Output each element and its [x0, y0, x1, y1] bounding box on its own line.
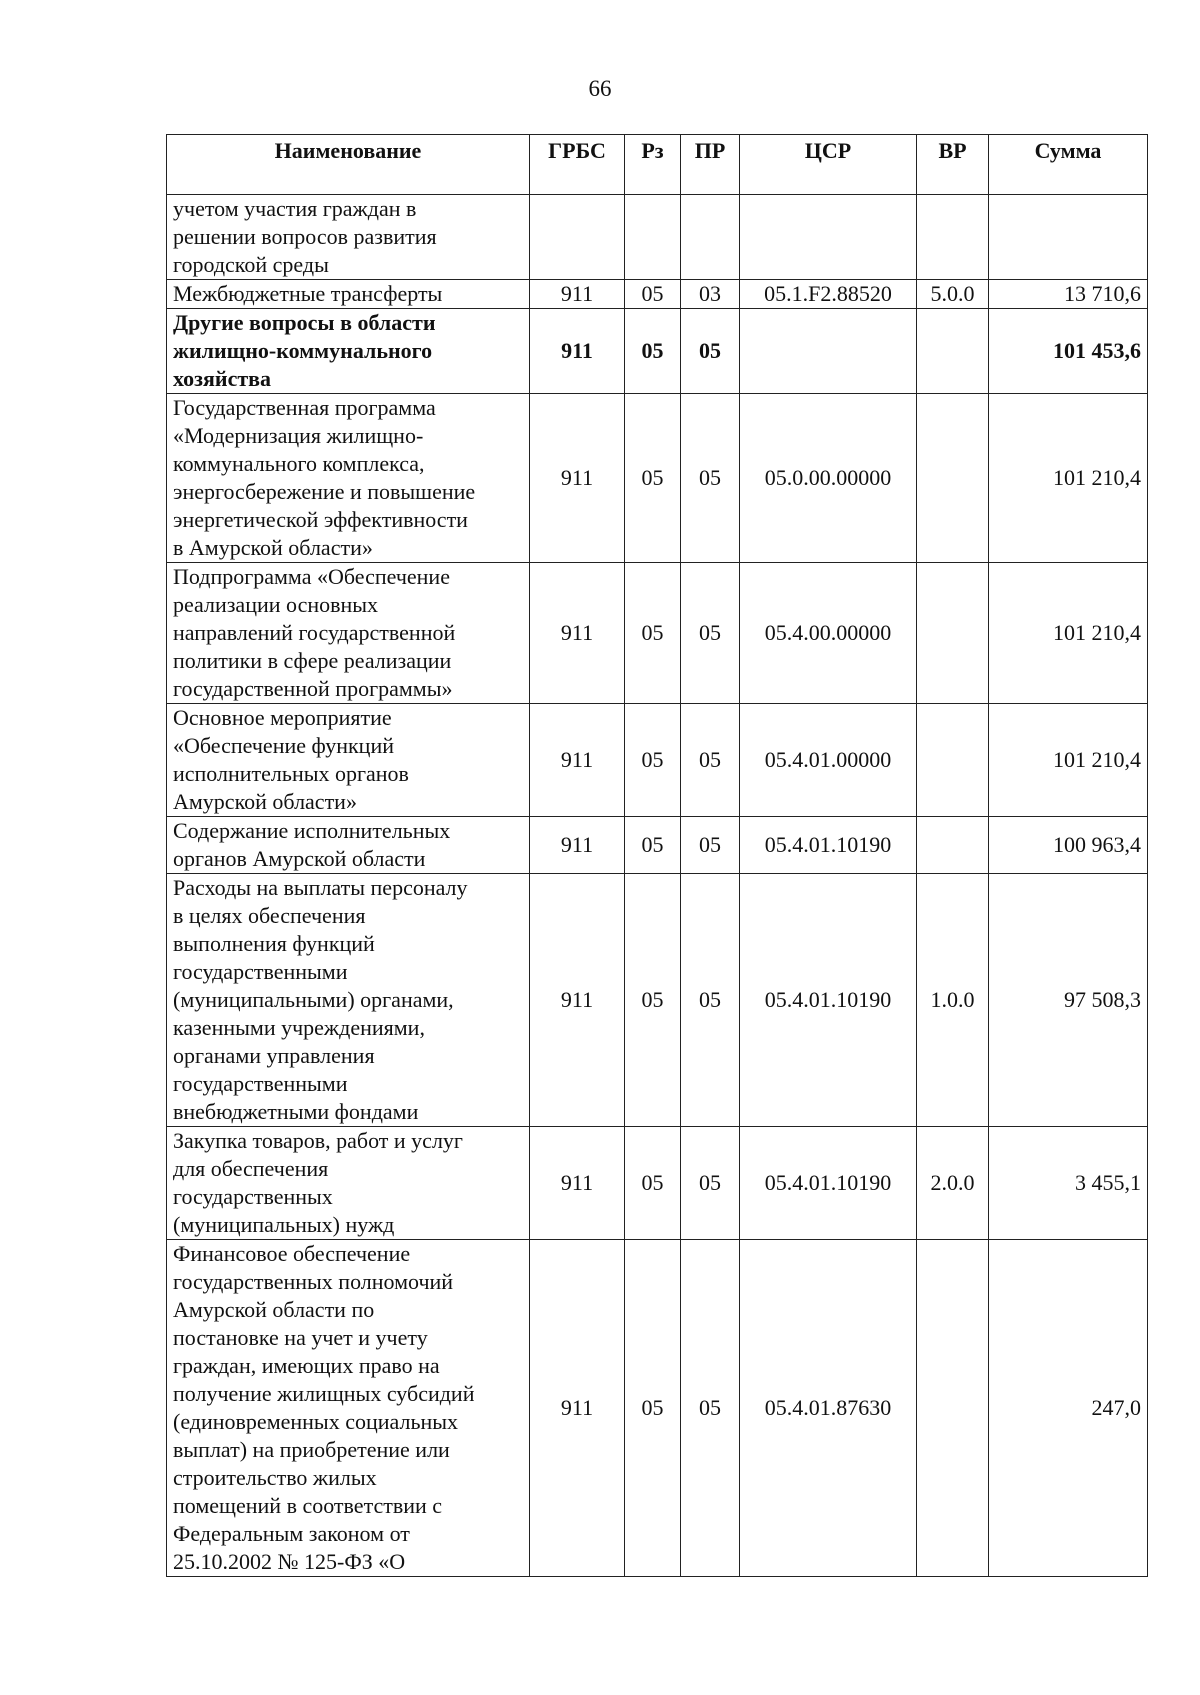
name-line: выполнения функций [173, 931, 375, 956]
page-number: 66 [588, 76, 612, 101]
cell-grbs: 911 [530, 394, 625, 563]
name-line: городской среды [173, 252, 329, 277]
cell-rz: 05 [625, 309, 681, 394]
name-line: энергосбережение и повышение [173, 479, 476, 504]
cell-sum: 3 455,1 [989, 1127, 1148, 1240]
header-name: Наименование [167, 135, 530, 195]
name-line: учетом участия граждан в [173, 196, 417, 221]
name-line: Финансовое обеспечение [173, 1241, 411, 1266]
cell-sum: 97 508,3 [989, 874, 1148, 1127]
cell-vr [917, 1240, 989, 1577]
cell-rz: 05 [625, 563, 681, 704]
cell-name [167, 1240, 530, 1577]
name-line: 25.10.2002 № 125-ФЗ «О [173, 1549, 406, 1574]
name-line: Содержание исполнительных [173, 818, 451, 843]
name-line: органов Амурской области [173, 846, 426, 871]
name-line: государственными [173, 1071, 348, 1096]
name-line: для обеспечения [173, 1156, 329, 1181]
cell-csr [740, 195, 917, 280]
name-line: «Обеспечение функций [173, 733, 394, 758]
cell-grbs: 911 [530, 309, 625, 394]
cell-pr: 05 [681, 874, 740, 1127]
cell-vr [917, 394, 989, 563]
cell-pr: 05 [681, 1127, 740, 1240]
cell-csr: 05.4.01.87630 [740, 1240, 917, 1577]
name-line: Другие вопросы в области [173, 310, 436, 335]
name-line: выплат) на приобретение или [173, 1437, 450, 1462]
cell-sum: 13 710,6 [989, 280, 1148, 309]
table-row [167, 394, 1148, 563]
cell-name [167, 874, 530, 1127]
cell-grbs: 911 [530, 1240, 625, 1577]
name-line: решении вопросов развития [173, 224, 437, 249]
name-line: Федеральным законом от [173, 1521, 410, 1546]
cell-grbs: 911 [530, 563, 625, 704]
name-line: в целях обеспечения [173, 903, 366, 928]
cell-rz: 05 [625, 874, 681, 1127]
cell-name [167, 195, 530, 280]
name-line: Основное мероприятие [173, 705, 392, 730]
cell-vr [917, 563, 989, 704]
header-pr: ПР [681, 135, 740, 195]
name-line: (муниципальными) органами, [173, 987, 454, 1012]
table-row [167, 1240, 1148, 1577]
name-line: энергетической эффективности [173, 507, 468, 532]
name-line: Расходы на выплаты персоналу [173, 875, 468, 900]
table-body [167, 195, 1148, 1577]
name-line: внебюджетными фондами [173, 1099, 419, 1124]
cell-csr: 05.0.00.00000 [740, 394, 917, 563]
cell-vr [917, 817, 989, 874]
table-row [167, 874, 1148, 1127]
table-row [167, 563, 1148, 704]
header-csr: ЦСР [740, 135, 917, 195]
table-row [167, 280, 1148, 309]
cell-sum: 101 210,4 [989, 394, 1148, 563]
name-line: строительство жилых [173, 1465, 377, 1490]
cell-sum: 101 453,6 [989, 309, 1148, 394]
cell-csr: 05.4.00.00000 [740, 563, 917, 704]
cell-rz: 05 [625, 1127, 681, 1240]
cell-csr [740, 309, 917, 394]
name-line: политики в сфере реализации [173, 648, 452, 673]
cell-pr: 05 [681, 817, 740, 874]
cell-name [167, 280, 530, 309]
cell-pr: 05 [681, 704, 740, 817]
name-line: жилищно-коммунального [173, 338, 433, 363]
cell-grbs [530, 195, 625, 280]
name-line: коммунального комплекса, [173, 451, 425, 476]
cell-grbs: 911 [530, 704, 625, 817]
header-vr: ВР [917, 135, 989, 195]
cell-name [167, 817, 530, 874]
cell-pr: 05 [681, 1240, 740, 1577]
table-row [167, 309, 1148, 394]
header-sum: Сумма [989, 135, 1148, 195]
table-row [167, 195, 1148, 280]
cell-name [167, 704, 530, 817]
name-line: государственной программы» [173, 676, 453, 701]
cell-name [167, 563, 530, 704]
name-line: реализации основных [173, 592, 379, 617]
name-line: казенными учреждениями, [173, 1015, 425, 1040]
cell-grbs: 911 [530, 1127, 625, 1240]
table-row [167, 817, 1148, 874]
cell-grbs: 911 [530, 874, 625, 1127]
cell-name [167, 394, 530, 563]
name-line: органами управления [173, 1043, 375, 1068]
cell-sum [989, 195, 1148, 280]
cell-rz: 05 [625, 280, 681, 309]
cell-grbs: 911 [530, 817, 625, 874]
name-line: в Амурской области» [173, 535, 373, 560]
cell-pr: 03 [681, 280, 740, 309]
table-row [167, 1127, 1148, 1240]
cell-vr [917, 309, 989, 394]
cell-pr: 05 [681, 563, 740, 704]
cell-vr [917, 195, 989, 280]
cell-rz: 05 [625, 394, 681, 563]
name-line: граждан, имеющих право на [173, 1353, 440, 1378]
name-line: Амурской области по [173, 1297, 375, 1322]
name-line: государственных полномочий [173, 1269, 454, 1294]
name-line: (муниципальных) нужд [173, 1212, 395, 1237]
cell-sum: 101 210,4 [989, 563, 1148, 704]
name-line: хозяйства [173, 366, 272, 391]
cell-sum: 101 210,4 [989, 704, 1148, 817]
header-row [167, 135, 1148, 195]
cell-sum: 100 963,4 [989, 817, 1148, 874]
name-line: (единовременных социальных [173, 1409, 459, 1434]
cell-name [167, 309, 530, 394]
name-line: государственными [173, 959, 348, 984]
name-line: Государственная программа [173, 395, 436, 420]
cell-csr: 05.4.01.10190 [740, 817, 917, 874]
cell-csr: 05.1.F2.88520 [740, 280, 917, 309]
cell-pr [681, 195, 740, 280]
cell-vr [917, 704, 989, 817]
name-line: Межбюджетные трансферты [173, 281, 443, 306]
cell-vr: 1.0.0 [917, 874, 989, 1127]
cell-rz: 05 [625, 704, 681, 817]
cell-name [167, 1127, 530, 1240]
name-line: получение жилищных субсидий [173, 1381, 475, 1406]
cell-pr: 05 [681, 309, 740, 394]
name-line: направлений государственной [173, 620, 456, 645]
cell-rz [625, 195, 681, 280]
name-line: исполнительных органов [173, 761, 409, 786]
name-line: «Модернизация жилищно- [173, 423, 424, 448]
name-line: постановке на учет и учету [173, 1325, 428, 1350]
cell-rz: 05 [625, 1240, 681, 1577]
header-rz: Рз [625, 135, 681, 195]
name-line: помещений в соответствии с [173, 1493, 443, 1518]
cell-rz: 05 [625, 817, 681, 874]
cell-csr: 05.4.01.10190 [740, 874, 917, 1127]
cell-sum: 247,0 [989, 1240, 1148, 1577]
name-line: государственных [173, 1184, 333, 1209]
cell-pr: 05 [681, 394, 740, 563]
cell-vr: 2.0.0 [917, 1127, 989, 1240]
name-line: Подпрограмма «Обеспечение [173, 564, 450, 589]
table-row [167, 704, 1148, 817]
name-line: Закупка товаров, работ и услуг [173, 1128, 463, 1153]
cell-csr: 05.4.01.10190 [740, 1127, 917, 1240]
cell-vr: 5.0.0 [917, 280, 989, 309]
cell-csr: 05.4.01.00000 [740, 704, 917, 817]
header-grbs: ГРБС [530, 135, 625, 195]
cell-grbs: 911 [530, 280, 625, 309]
name-line: Амурской области» [173, 789, 357, 814]
budget-table [166, 134, 1148, 1577]
